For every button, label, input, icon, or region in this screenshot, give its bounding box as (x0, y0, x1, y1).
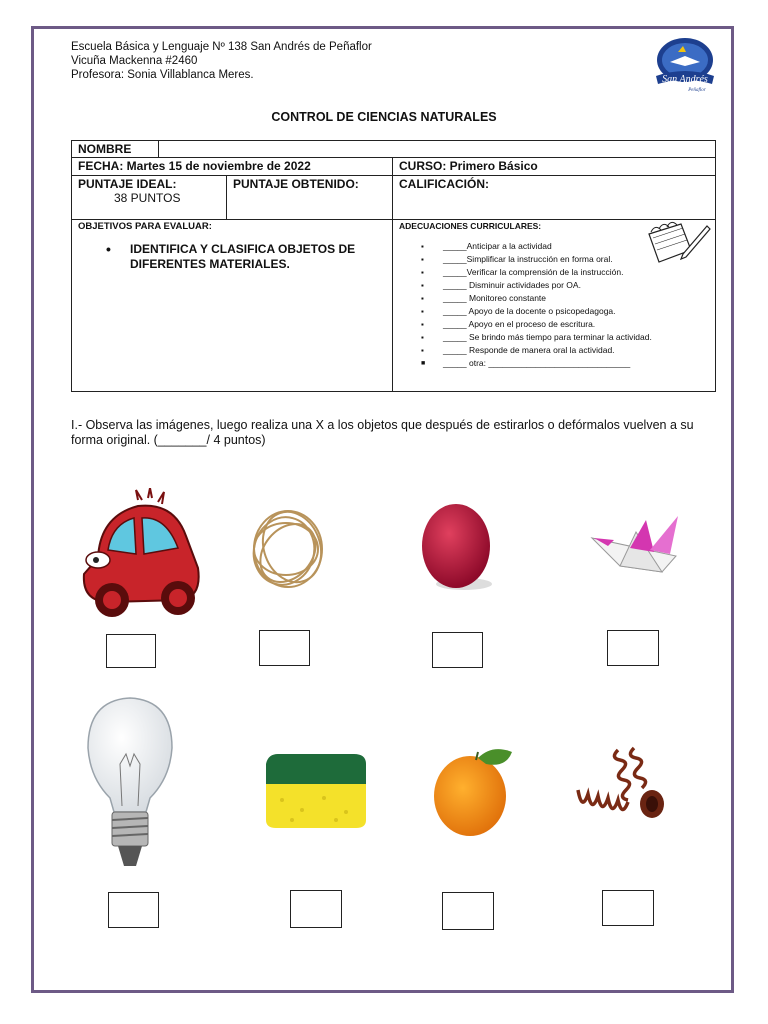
checkbox-light-bulb[interactable] (108, 892, 159, 928)
adecuacion-item: ▪ _____ Monitoreo constante (421, 292, 709, 305)
puntaje-ideal-value: 38 PUNTOS (114, 191, 181, 205)
sponge-icon (262, 750, 370, 830)
objetivo-item: • IDENTIFICA Y CLASIFICA OBJETOS DE DIFERENTES MATERIALES. (106, 242, 386, 272)
objetivos-cell (72, 220, 393, 392)
checkbox-ball[interactable] (432, 632, 483, 668)
calificacion-label: CALIFICACIÓN: (393, 176, 716, 220)
light-bulb-icon (84, 694, 176, 872)
puntaje-obtenido-label: PUNTAJE OBTENIDO: (227, 176, 393, 220)
page-title: CONTROL DE CIENCIAS NATURALES (271, 110, 497, 124)
springs-icon (574, 742, 670, 826)
logo-subtext: Peñaflor (688, 88, 706, 92)
objetivos-label: OBJETIVOS PARA EVALUAR: (78, 221, 212, 232)
adecuacion-item: ▪ _____Simplificar la instrucción en forma oral. (421, 253, 709, 266)
checkbox-orange[interactable] (442, 892, 494, 930)
school-name: Escuela Básica y Lenguaje Nº 138 San Andrés de Peñaflor (71, 41, 372, 53)
paper-boat-icon (590, 512, 682, 582)
info-table (71, 140, 716, 392)
fecha-label: FECHA: Martes 15 de noviembre de 2022 (72, 158, 393, 176)
curso-label: CURSO: Primero Básico (393, 158, 716, 176)
logo-text: San Andrés (662, 74, 708, 85)
nombre-field[interactable] (159, 141, 716, 158)
objetivos-list (106, 242, 386, 272)
school-address: Vicuña Mackenna #2460 (71, 55, 198, 67)
checkbox-car[interactable] (106, 634, 156, 668)
adecuacion-item: ▪ _____ Responde de manera oral la actividad. (421, 344, 709, 357)
school-logo (650, 36, 720, 92)
teacher-name: Profesora: Sonia Villablanca Meres. (71, 69, 254, 81)
adecuacion-item: ▪ _____ Disminuir actividades por OA. (421, 279, 709, 292)
adecuacion-item: ■ _____ otra: ______________________________ (421, 357, 709, 370)
checkbox-paper-boat[interactable] (607, 630, 659, 666)
toy-car-icon (78, 488, 208, 626)
red-ball-icon (418, 502, 498, 594)
checkbox-rubber-bands[interactable] (259, 630, 310, 666)
adecuaciones-cell (393, 220, 716, 392)
instruction-text: I.- Observa las imágenes, luego realiza una X a los objetos que después de estirarlos o defórmalos vuelven a su forma original. (_______/ 4 puntos) (71, 418, 694, 447)
nombre-label: NOMBRE (72, 141, 159, 158)
adecuacion-item: ▪ _____ Apoyo en el proceso de escritura. (421, 318, 709, 331)
adecuaciones-list (421, 240, 709, 370)
checkbox-sponge[interactable] (290, 890, 342, 928)
adecuacion-item: ▪ _____Anticipar a la actividad (421, 240, 709, 253)
puntaje-ideal-cell (72, 176, 227, 220)
adecuacion-item: ▪ _____Verificar la comprensión de la instrucción. (421, 266, 709, 279)
adecuaciones-label: ADECUACIONES CURRICULARES: (399, 221, 542, 231)
adecuacion-item: ▪ _____ Se brindo más tiempo para terminar la actividad. (421, 331, 709, 344)
orange-icon (430, 742, 516, 838)
adecuacion-item: ▪ _____ Apoyo de la docente o psicopedagoga. (421, 305, 709, 318)
puntaje-ideal-label: PUNTAJE IDEAL: (78, 177, 177, 191)
school-header (71, 40, 372, 82)
rubber-bands-icon (248, 505, 330, 595)
checkbox-springs[interactable] (602, 890, 654, 926)
